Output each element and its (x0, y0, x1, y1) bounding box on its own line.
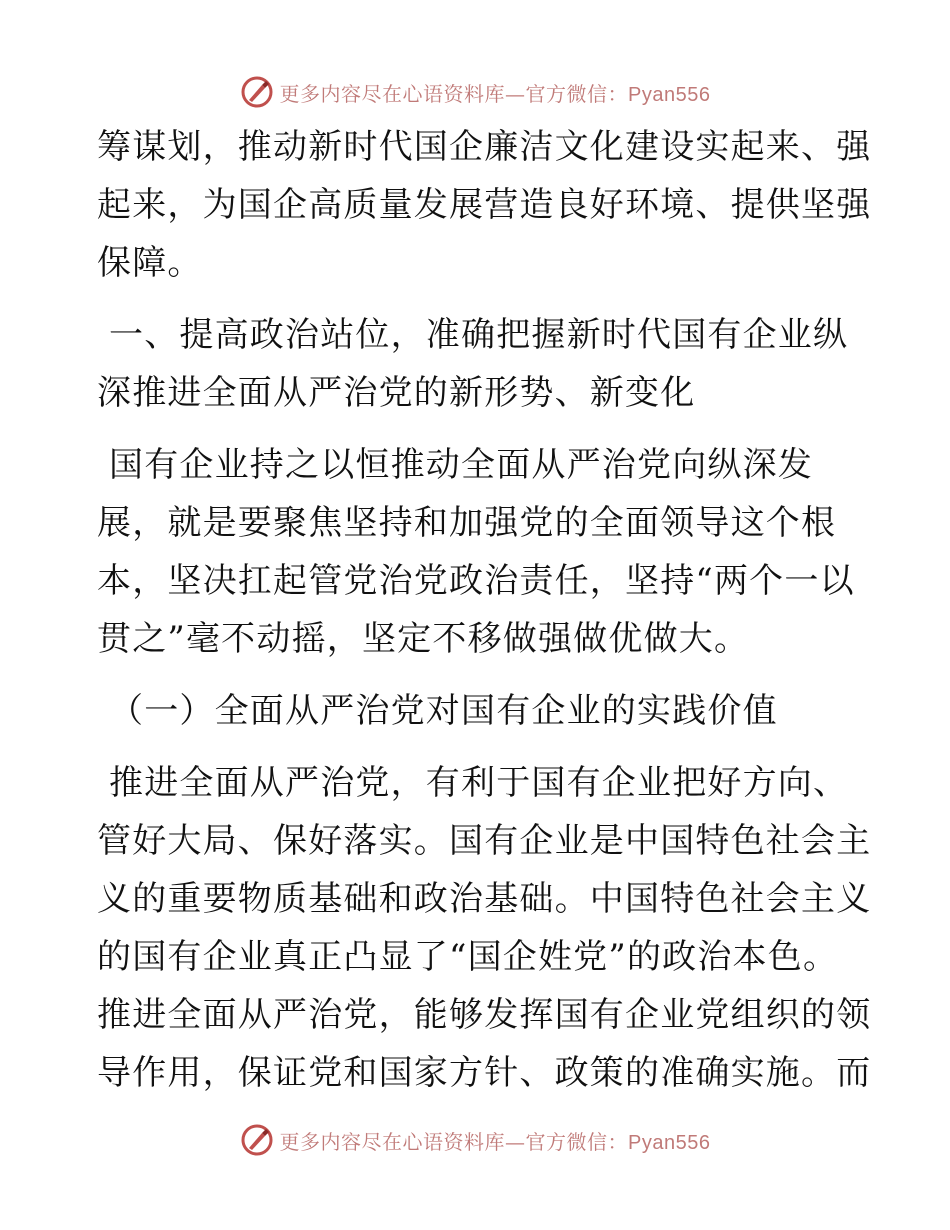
watermark-id: Pyan556 (628, 83, 711, 106)
text-line: 起来，为国企高质量发展营造良好环境、提供坚强 (97, 185, 872, 225)
paragraph-intro (97, 436, 857, 668)
subsection-heading-1 (97, 682, 857, 740)
watermark-text (280, 1126, 711, 1155)
document-body (97, 118, 872, 1102)
header-watermark (0, 72, 950, 112)
pen-circle-logo-icon (240, 75, 274, 109)
text-line: 筹谋划，推动新时代国企廉洁文化建设实起来、强 (97, 127, 872, 167)
text-line: 保障。 (97, 243, 203, 283)
watermark-cn: 更多内容尽在心语资料库—官方微信： (279, 1129, 629, 1154)
text-line: 推进全面从严治党，能够发挥国有企业党组织的领 (97, 995, 872, 1035)
watermark-id: Pyan556 (628, 1131, 711, 1154)
watermark-cn: 更多内容尽在心语资料库—官方微信： (279, 81, 629, 106)
section-heading-1 (97, 306, 857, 422)
text-line: 管好大局、保好落实。国有企业是中国特色社会主 (97, 821, 872, 861)
heading-line: 一、提高政治站位，准确把握新时代国有企业纵 (97, 315, 849, 355)
text-line: 展，就是要聚焦坚持和加强党的全面领导这个根 (97, 503, 837, 543)
paragraph-closing (97, 118, 872, 292)
watermark-text (280, 78, 711, 107)
heading-line: 深推进全面从严治党的新形势、新变化 (97, 373, 696, 413)
text-line: 贯之”毫不动摇，坚定不移做强做优做大。 (97, 619, 750, 659)
text-line: 国有企业持之以恒推动全面从严治党向纵深发 (97, 445, 814, 485)
text-line: 推进全面从严治党，有利于国有企业把好方向、 (97, 763, 849, 803)
footer-watermark (0, 1120, 950, 1160)
text-line: 义的重要物质基础和政治基础。中国特色社会主义 (97, 879, 872, 919)
text-line: 本，坚决扛起管党治党政治责任，坚持“两个一以 (97, 561, 855, 601)
text-line: 的国有企业真正凸显了“国企姓党”的政治本色。 (97, 937, 839, 977)
text-line: 导作用，保证党和国家方针、政策的准确实施。而 (97, 1053, 872, 1093)
pen-circle-logo-icon (240, 1123, 274, 1157)
heading-line: （一）全面从严治党对国有企业的实践价值 (97, 691, 778, 731)
paragraph-practice-value (97, 754, 872, 1102)
